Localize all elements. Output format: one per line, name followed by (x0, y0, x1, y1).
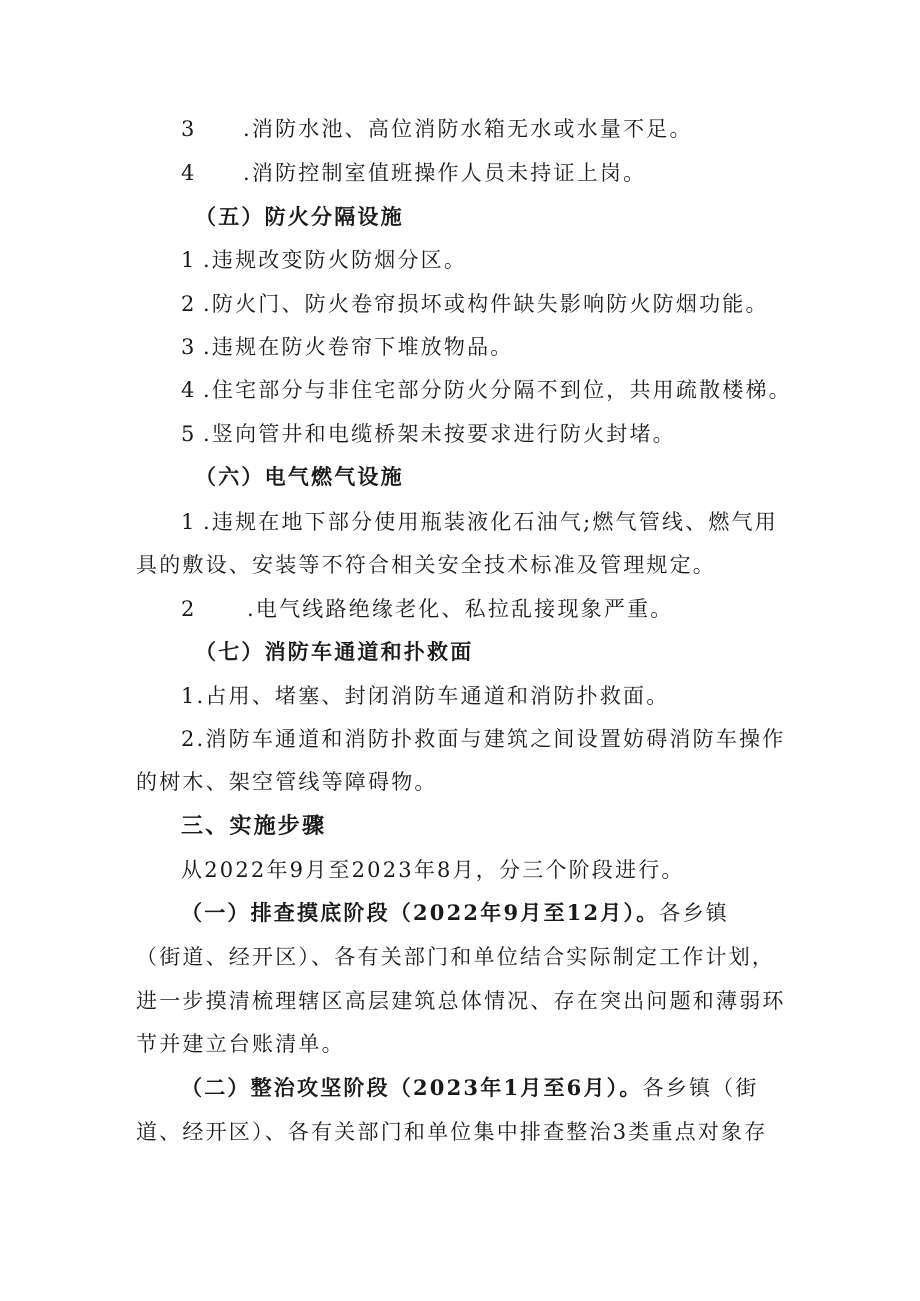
paragraph-continuation: 节并建立台账清单。 (136, 1032, 345, 1056)
item-number: 5 (181, 422, 197, 446)
item-text: .电气线路绝缘老化、私拉乱接现象严重。 (247, 597, 674, 621)
section-heading: （五）防火分隔设施 (195, 204, 404, 229)
list-item: 1.占用、堵塞、封闭消防车通道和消防扑救面。 (181, 684, 670, 708)
paragraph: 从2022年9月至2023年8月，分三个阶段进行。 (181, 858, 685, 882)
paragraph-continuation: （街道、经开区）、各有关部门和单位结合实际制定工作计划， (136, 945, 776, 969)
list-item (181, 245, 920, 275)
item-number: 3 (181, 335, 197, 359)
stage-paragraph (181, 1073, 920, 1103)
stage-text: 各乡镇 (659, 901, 729, 925)
item-text: .防火门、防火卷帘损坏或构件缺失影响防火防烟功能。 (203, 292, 769, 316)
item-number: 1 (181, 248, 197, 272)
list-item (181, 419, 920, 449)
list-item: 2.消防车通道和消防扑救面与建筑之间设置妨碍消防车操作 (181, 727, 786, 751)
item-number: 2 (181, 597, 197, 621)
item-number: 2 (181, 292, 197, 316)
item-number: 1 (181, 510, 197, 534)
item-text: .竖向管井和电缆桥架未按要求进行防火封堵。 (203, 422, 676, 446)
section-heading: （七）消防车通道和扑救面 (195, 639, 474, 664)
paragraph-continuation: 道、经开区）、各有关部门和单位集中排查整治3类重点对象存 (136, 1120, 768, 1144)
list-item (181, 375, 920, 405)
paragraph-continuation: 具的敷设、安装等不符合相关安全技术标准及管理规定。 (136, 553, 716, 577)
item-text: .违规在地下部分使用瓶装液化石油气;燃气管线、燃气用 (203, 510, 778, 534)
item-text: .违规改变防火防烟分区。 (203, 248, 468, 272)
item-number: 3 (181, 117, 197, 141)
chapter-heading: 三、实施步骤 (181, 813, 327, 839)
list-item (181, 507, 920, 537)
stage-paragraph (181, 898, 920, 928)
item-number: 4 (181, 161, 197, 185)
list-item (181, 114, 920, 144)
item-text: .消防水池、高位消防水箱无水或水量不足。 (243, 117, 693, 141)
section-heading: （六）电气燃气设施 (195, 464, 404, 489)
stage-title: （一）排查摸底阶段（2022年9月至12月）。 (181, 900, 660, 925)
stage-title: （二）整治攻坚阶段（2023年1月至6月）。 (181, 1075, 643, 1100)
item-text: .违规在防火卷帘下堆放物品。 (203, 335, 514, 359)
list-item (181, 289, 920, 319)
paragraph-continuation: 的树木、架空管线等障碍物。 (136, 770, 438, 794)
list-item (181, 332, 920, 362)
item-text: .消防控制室值班操作人员未持证上岗。 (243, 161, 647, 185)
paragraph-continuation: 进一步摸清梳理辖区高层建筑总体情况、存在突出问题和薄弱环 (136, 989, 786, 1013)
item-number: 4 (181, 378, 197, 402)
stage-text: 各乡镇（街 (642, 1076, 759, 1100)
list-item (181, 158, 920, 188)
item-text: .住宅部分与非住宅部分防火分隔不到位，共用疏散楼梯。 (203, 378, 792, 402)
list-item (181, 594, 920, 624)
